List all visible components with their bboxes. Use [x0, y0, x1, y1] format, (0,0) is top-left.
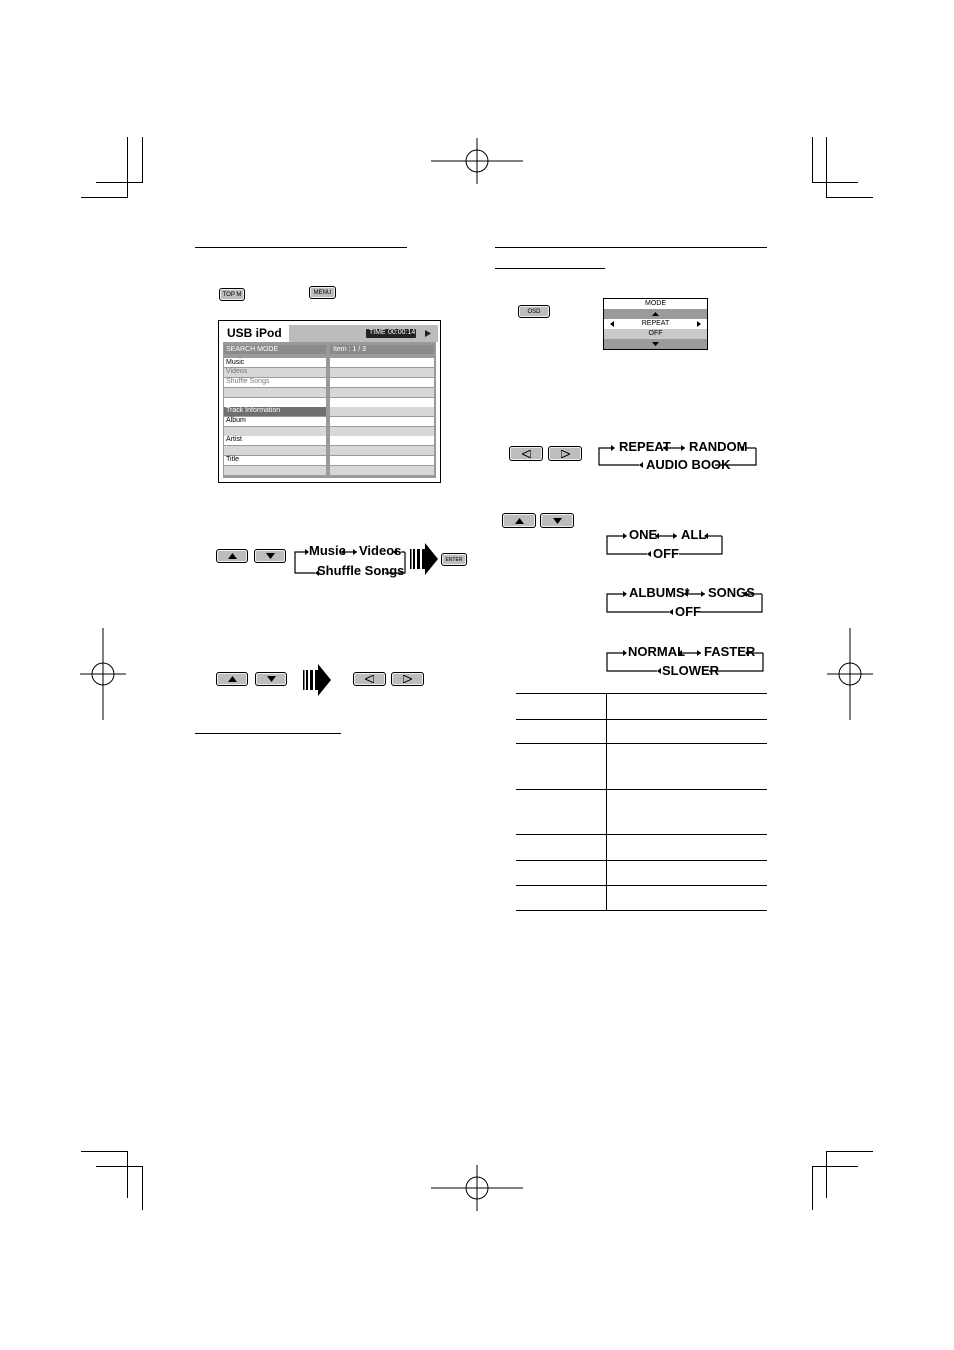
- mode-menu-value: REPEAT: [641, 320, 670, 327]
- mode-cycle: [597, 439, 759, 475]
- registration-target-icon: [827, 628, 873, 720]
- cycle-item-music: Music: [309, 543, 346, 558]
- mode-menu-title: MODE: [645, 300, 666, 307]
- cycle-item-off: OFF: [675, 604, 701, 619]
- left-button[interactable]: [509, 446, 543, 461]
- repeat-cycle: [605, 527, 725, 563]
- cycle-item-normal: NORMAL: [628, 644, 686, 659]
- right-button[interactable]: [548, 446, 582, 461]
- osd-button[interactable]: OSD: [518, 305, 550, 318]
- registration-target-icon: [431, 1165, 523, 1211]
- cycle-item-albums: ALBUMS*: [629, 585, 690, 600]
- up-button[interactable]: [216, 672, 248, 686]
- up-arrow-icon: [515, 518, 524, 524]
- cycle-item-audio-book: AUDIO BOOK: [646, 457, 731, 472]
- cycle-item-faster: FASTER: [704, 644, 756, 659]
- list-item-videos[interactable]: Videos: [226, 368, 248, 375]
- next-step-arrow-icon: [303, 664, 331, 696]
- cycle-item-off: OFF: [653, 546, 679, 561]
- down-button[interactable]: [255, 672, 287, 686]
- down-arrow-icon: [652, 342, 659, 346]
- down-button[interactable]: [254, 549, 286, 563]
- right-arrow-icon: [561, 450, 570, 458]
- right-button[interactable]: [391, 672, 424, 686]
- left-button[interactable]: [353, 672, 386, 686]
- left-arrow-icon: [365, 675, 374, 683]
- up-arrow-icon: [228, 553, 237, 559]
- artist-field: Artist: [226, 436, 242, 443]
- title-field: Title: [226, 456, 239, 463]
- item-count: Item : 1 / 3: [333, 346, 367, 353]
- cycle-item-shuffle-songs: Shuffle Songs: [317, 563, 405, 578]
- play-icon: [425, 330, 431, 337]
- search-mode-cycle: [293, 543, 408, 579]
- mode-menu: [603, 298, 708, 350]
- enter-button[interactable]: ENTER: [441, 553, 467, 566]
- cycle-item-repeat: REPEAT: [619, 439, 671, 454]
- menu-button[interactable]: MENU: [309, 286, 336, 299]
- right-arrow-icon: [697, 321, 701, 327]
- up-arrow-icon: [228, 676, 237, 682]
- registration-target-icon: [431, 138, 523, 184]
- cycle-item-all: ALL: [681, 527, 707, 542]
- left-arrow-icon: [522, 450, 531, 458]
- next-step-arrow-icon: [410, 543, 438, 575]
- up-arrow-icon: [652, 312, 659, 316]
- list-item-shuffle-songs[interactable]: Shuffle Songs: [226, 378, 270, 385]
- down-button[interactable]: [540, 513, 574, 528]
- right-arrow-icon: [403, 675, 412, 683]
- cycle-item-one: ONE: [629, 527, 658, 542]
- cycle-item-songs: SONGS: [708, 585, 755, 600]
- mode-menu-sub: OFF: [648, 330, 663, 337]
- cycle-item-random: RANDOM: [689, 439, 748, 454]
- registration-target-icon: [80, 628, 126, 720]
- screen-title: USB iPod: [227, 326, 282, 340]
- section-rule: [495, 247, 767, 248]
- ipod-menu-screen: [218, 320, 441, 483]
- time-label: TIME: [369, 329, 386, 336]
- cycle-item-slower: SLOWER: [662, 663, 720, 678]
- up-button[interactable]: [502, 513, 536, 528]
- track-information-label: Track Information: [226, 407, 281, 414]
- time-value: 00:00:14: [388, 329, 416, 336]
- album-field: Album: [226, 417, 246, 424]
- section-rule: [195, 733, 341, 734]
- down-arrow-icon: [267, 676, 276, 682]
- section-rule: [195, 247, 407, 248]
- cycle-item-videos: Videos: [359, 543, 402, 558]
- random-cycle: [605, 585, 765, 621]
- audiobook-cycle: [605, 644, 767, 680]
- up-button[interactable]: [216, 549, 248, 563]
- list-item-music[interactable]: Music: [226, 359, 245, 366]
- down-arrow-icon: [266, 553, 275, 559]
- section-rule: [495, 268, 605, 269]
- down-arrow-icon: [553, 518, 562, 524]
- search-mode-label: SEARCH MODE: [226, 346, 279, 353]
- ipod-screen-body: [223, 325, 436, 478]
- top-menu-button[interactable]: TOP M: [219, 288, 245, 301]
